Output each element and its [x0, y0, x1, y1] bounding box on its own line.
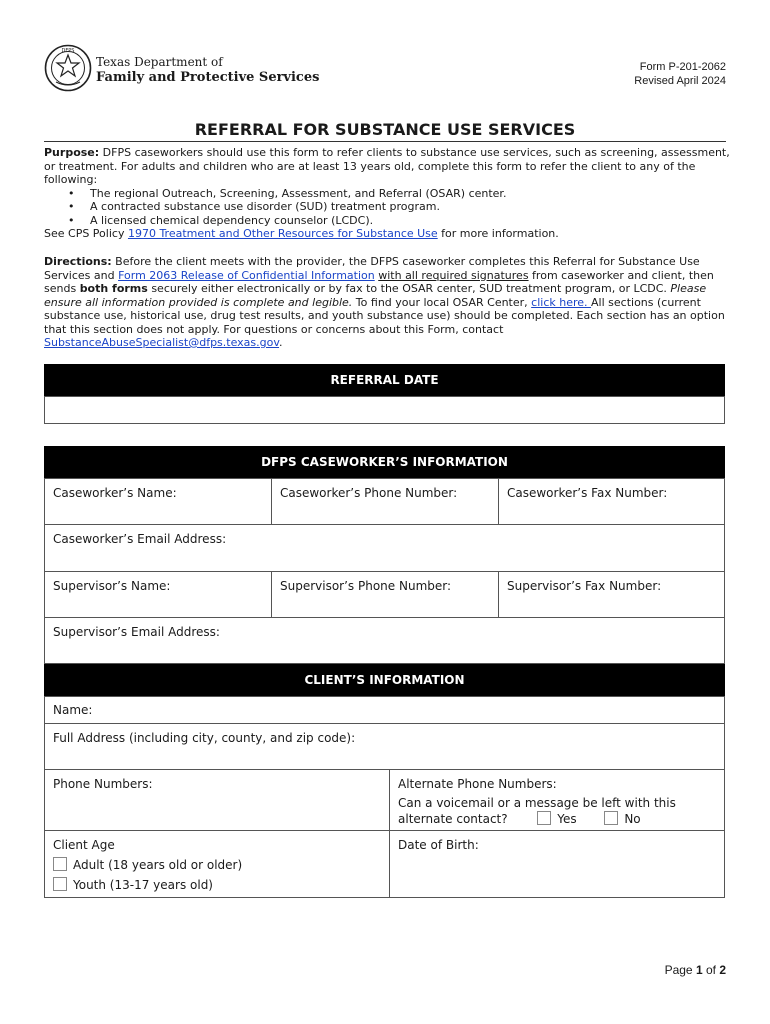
both-forms-emphasis: both forms: [79, 282, 148, 295]
voicemail-no-label: No: [624, 812, 641, 826]
list-item: • The regional Outreach, Screening, Assessment, and Referral (OSAR) center.: [90, 187, 734, 201]
alternate-phone-label: Alternate Phone Numbers:: [398, 777, 557, 791]
supervisor-name-field[interactable]: [44, 571, 272, 618]
supervisor-email-field[interactable]: [44, 617, 725, 664]
supervisor-phone-label: Supervisor’s Phone Number:: [280, 579, 452, 593]
form-2063-link[interactable]: Form 2063 Release of Confidential Information: [118, 268, 375, 282]
voicemail-question-line2-text: alternate contact?: [398, 812, 508, 826]
page-total: 2: [719, 963, 726, 977]
svg-text:DFPS: DFPS: [61, 48, 75, 54]
supervisor-name-label: Supervisor’s Name:: [53, 579, 171, 593]
adult-checkbox[interactable]: [53, 857, 67, 871]
of-word: of: [702, 963, 720, 977]
page-word: Page: [664, 963, 696, 977]
client-age-label: Client Age: [53, 838, 115, 852]
voicemail-no-checkbox[interactable]: [604, 811, 618, 825]
referral-date-header: REFERRAL DATE: [44, 364, 725, 396]
signatures-emphasis: with all required signatures: [378, 268, 529, 282]
supervisor-fax-field[interactable]: [498, 571, 725, 618]
voicemail-yes-checkbox[interactable]: [537, 811, 551, 825]
client-name-field[interactable]: [44, 696, 725, 724]
youth-checkbox[interactable]: [53, 877, 67, 891]
directions-text: securely either electronically or by fax to the OSAR center, SUD treatment program, or LCDC.: [147, 282, 671, 295]
directions-text: To find your local OSAR Center,: [352, 295, 532, 309]
voicemail-question-line1: Can a voicemail or a message be left with this: [398, 796, 676, 810]
supervisor-email-label: Supervisor’s Email Address:: [53, 625, 220, 639]
caseworker-fax-field[interactable]: [498, 478, 725, 525]
specialist-email-link[interactable]: SubstanceAbuseSpecialist@dfps.texas.gov: [44, 336, 280, 349]
caseworker-info-header: DFPS CASEWORKER’S INFORMATION: [44, 446, 725, 478]
list-item: • A contracted substance use disorder (SUD) treatment program.: [90, 200, 734, 214]
client-address-label: Full Address (including city, county, and zip code):: [53, 731, 356, 745]
client-age-field: [44, 830, 390, 898]
caseworker-phone-field[interactable]: [271, 478, 499, 525]
org-name-line2: Family and Protective Services: [96, 70, 320, 85]
directions-text: Before the client meets with the provider, the DFPS caseworker completes this Referral for Substance Use Services and: [44, 255, 700, 282]
date-of-birth-label: Date of Birth:: [398, 838, 479, 852]
client-address-field[interactable]: [44, 723, 725, 770]
caseworker-email-label: Caseworker’s Email Address:: [53, 532, 227, 546]
caseworker-phone-label: Caseworker’s Phone Number:: [280, 486, 458, 500]
legibility-note: Please ensure all information provided is complete and legible.: [44, 282, 707, 309]
page-title: REFERRAL FOR SUBSTANCE USE SERVICES: [194, 120, 576, 139]
adult-label: Adult (18 years old or older): [73, 858, 243, 872]
form-identifier: [634, 60, 726, 88]
directions-section: [44, 255, 734, 350]
caseworker-name-label: Caseworker’s Name:: [53, 486, 177, 500]
supervisor-fax-label: Supervisor’s Fax Number:: [507, 579, 662, 593]
voicemail-question: [398, 796, 676, 827]
form-number: Form P-201-2062: [639, 61, 726, 73]
policy-suffix: for more information.: [437, 227, 559, 240]
org-name-line1: Texas Department of: [96, 55, 223, 69]
alternate-phone-field[interactable]: [389, 769, 725, 831]
title-divider: [44, 141, 726, 142]
page-number: 1: [695, 963, 703, 977]
youth-label: Youth (13-17 years old): [73, 878, 213, 892]
purpose-label: Purpose:: [44, 146, 100, 159]
policy-link[interactable]: 1970 Treatment and Other Resources for Substance Use: [127, 227, 438, 240]
voicemail-yes-label: Yes: [557, 812, 577, 826]
client-phone-label: Phone Numbers:: [53, 777, 153, 791]
policy-prefix: See CPS Policy: [44, 227, 128, 240]
age-option-youth[interactable]: [53, 877, 213, 892]
page-indicator: [665, 963, 726, 977]
caseworker-email-field[interactable]: [44, 524, 725, 572]
osar-click-here-link[interactable]: click here.: [531, 295, 592, 309]
purpose-section: [44, 146, 734, 241]
dfps-seal-logo: [44, 44, 92, 92]
client-name-label: Name:: [53, 703, 93, 717]
caseworker-fax-label: Caseworker’s Fax Number:: [507, 486, 668, 500]
date-of-birth-field[interactable]: [389, 830, 725, 898]
client-info-header: CLIENT’S INFORMATION: [44, 664, 725, 696]
voicemail-question-line2: [398, 811, 676, 827]
purpose-text: DFPS caseworkers should use this form to refer clients to substance use services, such as screening, assessment, or treatment. For adults and children who are at least 13 years old, complete this form to refer the client to any of the following:: [44, 146, 730, 186]
directions-text: from caseworker and client, then sends: [44, 268, 714, 295]
supervisor-phone-field[interactable]: [271, 571, 499, 618]
referral-options-list: [44, 187, 734, 228]
list-item: • A licensed chemical dependency counselor (LCDC).: [90, 214, 734, 228]
referral-date-field[interactable]: [44, 396, 725, 424]
directions-text: .: [279, 336, 283, 349]
form-revised-date: Revised April 2024: [634, 75, 726, 87]
client-phone-field[interactable]: [44, 769, 390, 831]
caseworker-name-field[interactable]: [44, 478, 272, 525]
directions-label: Directions:: [44, 255, 112, 268]
age-option-adult[interactable]: [53, 857, 242, 872]
directions-text: All sections (current substance use, historical use, drug test results, and youth substance use) should be completed. Each section has an option that this section does not apply. For questions or concerns about this Form, contact: [44, 295, 725, 336]
